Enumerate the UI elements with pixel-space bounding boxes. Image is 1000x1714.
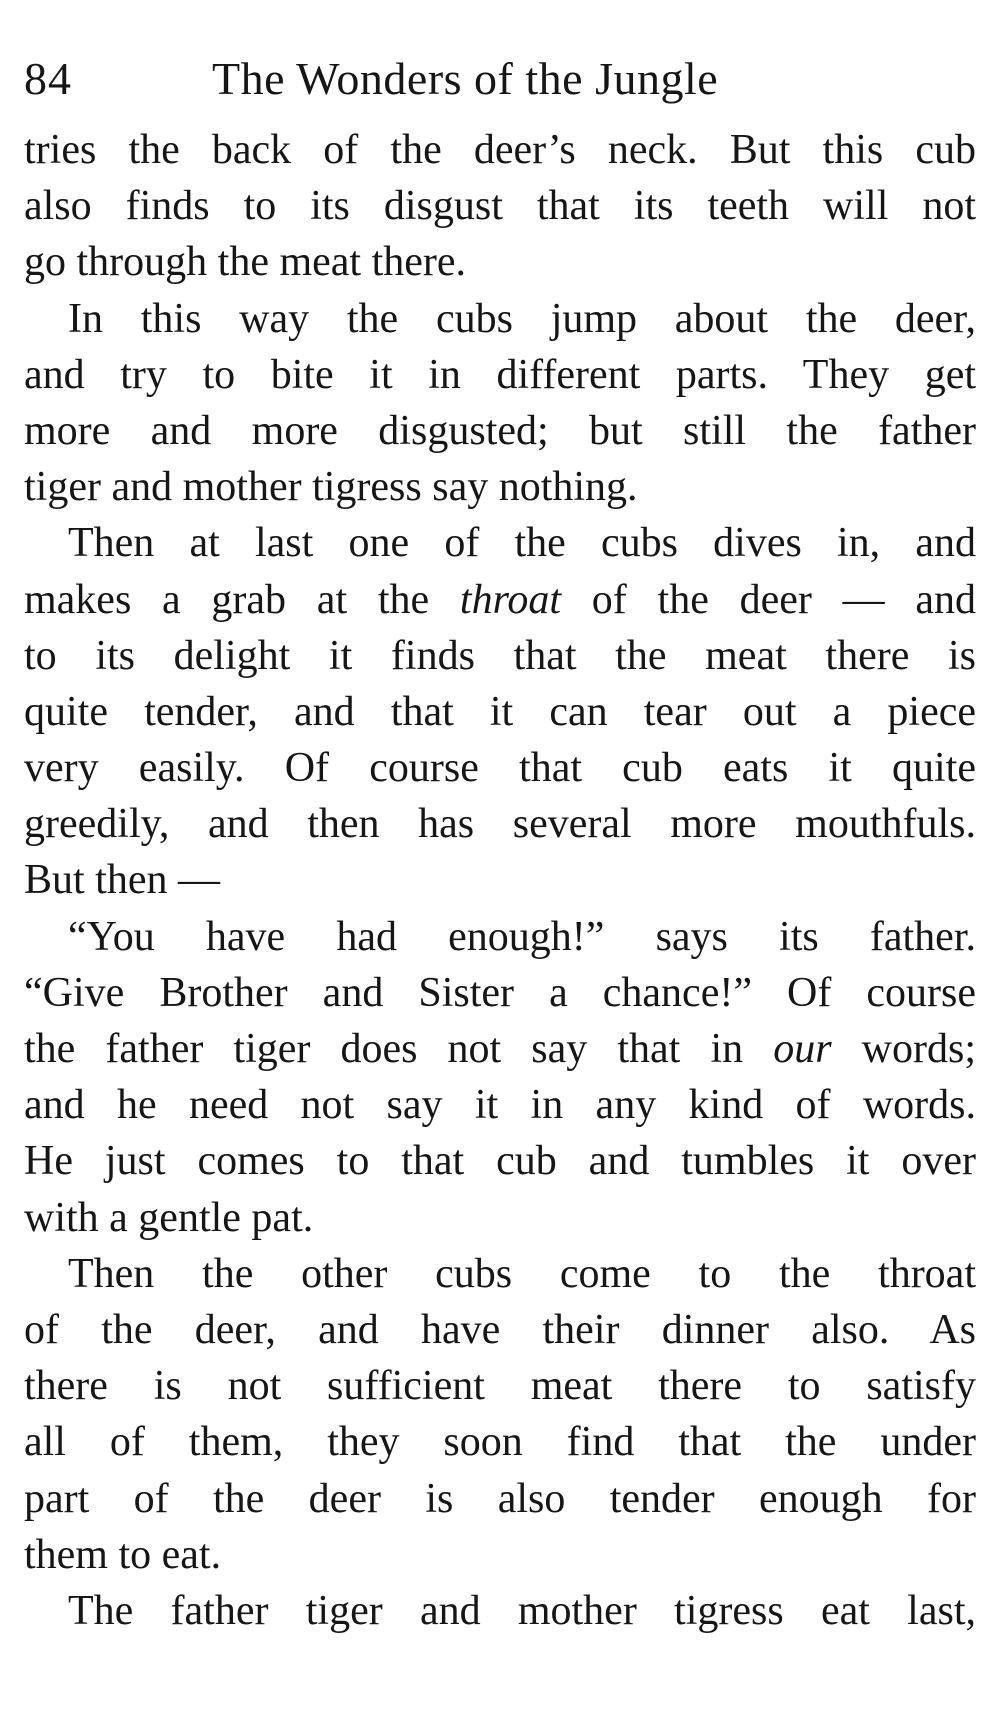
text-line: go through the meat there.	[24, 239, 467, 286]
emphasized-word: our	[773, 1026, 832, 1072]
text-line: them to eat.	[24, 1531, 222, 1578]
body-text	[24, 122, 976, 1639]
text-segment: the father tiger does not say that in	[24, 1026, 774, 1072]
emphasized-word: throat	[459, 576, 562, 623]
text-line: The father tiger and mother tigress eat last,	[68, 1587, 976, 1634]
text-line	[24, 572, 976, 628]
running-head	[24, 40, 976, 118]
text-line: In this way the cubs jump about the deer,	[68, 295, 976, 342]
paragraph	[24, 1246, 976, 1583]
text-line: all of them, they soon find that the under	[24, 1419, 976, 1466]
text-segment: words;	[831, 1026, 976, 1072]
text-line: there is not sufficient meat there to satisfy	[24, 1363, 976, 1410]
text-line: tries the back of the deer’s neck. But this cub	[24, 127, 976, 173]
text-line: “Give Brother and Sister a chance!” Of course	[24, 969, 976, 1016]
running-title: The Wonders of the Jungle	[212, 53, 719, 104]
text-line: part of the deer is also tender enough for	[24, 1475, 976, 1522]
text-line: with a gentle pat.	[24, 1194, 314, 1241]
text-line: Then at last one of the cubs dives in, and	[68, 520, 976, 567]
text-line: of the deer, and have their dinner also. As	[24, 1306, 976, 1353]
paragraph	[24, 1583, 976, 1639]
text-line	[24, 1021, 976, 1077]
text-segment: of the deer — and	[561, 576, 976, 623]
text-line: tiger and mother tigress say nothing.	[24, 464, 638, 511]
text-line: Then the other cubs come to the throat	[68, 1250, 976, 1297]
text-line: to its delight it finds that the meat there is	[24, 632, 976, 679]
text-line: also finds to its disgust that its teeth will not	[24, 183, 976, 230]
page-number: 84	[24, 53, 72, 104]
text-line: and he need not say it in any kind of words.	[24, 1082, 976, 1129]
text-line: But then —	[24, 857, 220, 904]
paragraph	[24, 291, 976, 516]
text-line: and try to bite it in different parts. They get	[24, 351, 976, 398]
paragraph	[24, 122, 976, 291]
text-line: He just comes to that cub and tumbles it over	[24, 1138, 976, 1185]
text-segment: makes a grab at the	[24, 576, 460, 623]
text-line: more and more disgusted; but still the father	[24, 407, 976, 454]
paragraph	[24, 909, 976, 1246]
paragraph	[24, 515, 976, 908]
text-line: very easily. Of course that cub eats it quite	[24, 745, 976, 792]
text-line: “You have had enough!” says its father.	[68, 913, 976, 960]
book-page	[24, 40, 976, 1639]
text-line: quite tender, and that it can tear out a piece	[24, 688, 976, 735]
text-line: greedily, and then has several more mouthfuls.	[24, 801, 976, 848]
